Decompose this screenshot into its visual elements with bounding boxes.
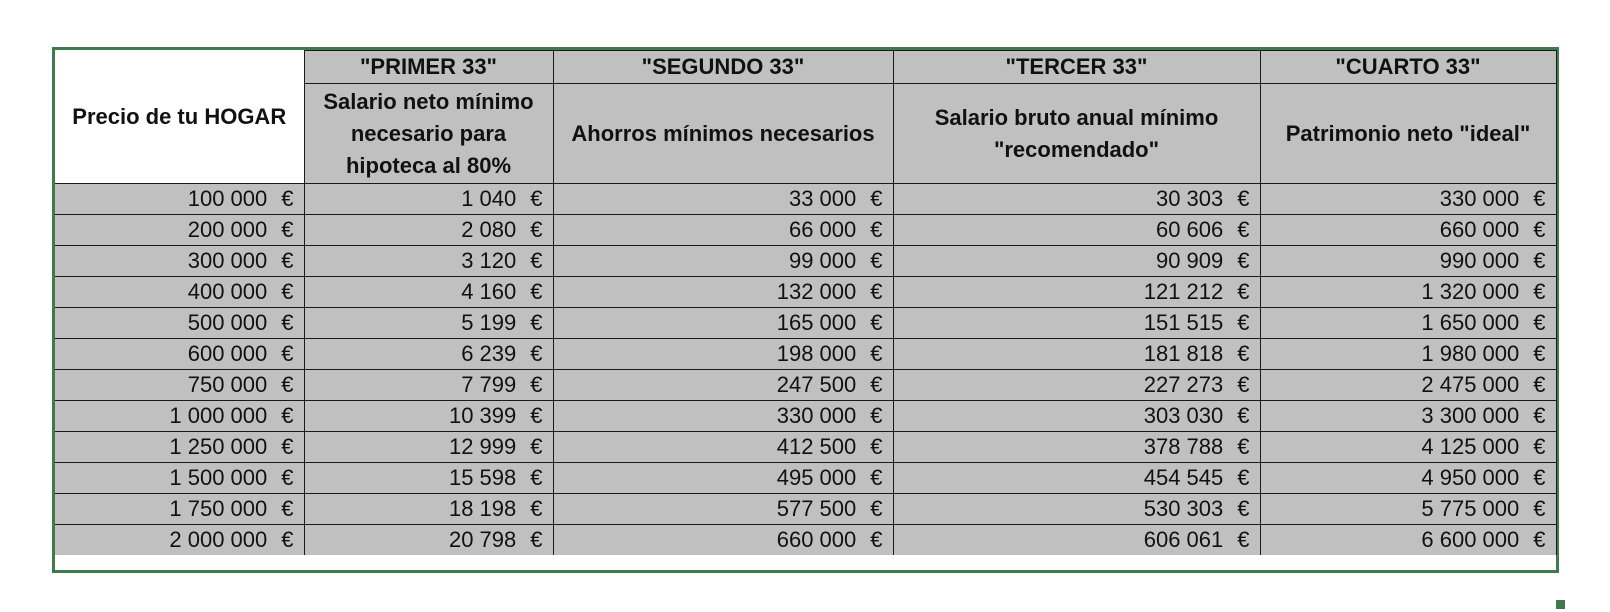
column-header-savings: Ahorros mínimos necesarios — [553, 84, 893, 184]
currency-symbol: € — [1533, 496, 1546, 521]
net-salary-cell[interactable] — [304, 277, 553, 308]
cell-value: 1 980 000 — [1421, 341, 1520, 366]
gross-salary-cell[interactable] — [893, 370, 1260, 401]
cell-value: 1 250 000 — [169, 434, 268, 459]
table-row — [55, 463, 1556, 494]
savings-cell[interactable] — [553, 277, 893, 308]
column-header-gross-salary: Salario bruto anual mínimo "recomendado" — [893, 84, 1260, 184]
currency-symbol: € — [530, 403, 543, 428]
net-worth-cell[interactable] — [1260, 277, 1556, 308]
cell-value: 20 798 — [448, 527, 517, 552]
cell-value: 15 598 — [448, 465, 517, 490]
cell-value: 30 303 — [1155, 186, 1224, 211]
cell-value: 6 600 000 — [1421, 527, 1520, 552]
home-price-cell[interactable] — [55, 339, 304, 370]
gross-salary-cell[interactable] — [893, 246, 1260, 277]
home-price-cell[interactable] — [55, 370, 304, 401]
cell-value: 4 160 — [461, 279, 517, 304]
currency-symbol: € — [1237, 434, 1250, 459]
cell-value: 1 650 000 — [1421, 310, 1520, 335]
table-row — [55, 184, 1556, 215]
cell-value: 18 198 — [448, 496, 517, 521]
net-salary-cell[interactable] — [304, 215, 553, 246]
currency-symbol: € — [1237, 465, 1250, 490]
currency-symbol: € — [1533, 372, 1546, 397]
currency-symbol: € — [281, 248, 294, 273]
cell-value: 100 000 — [187, 186, 268, 211]
net-salary-cell[interactable] — [304, 525, 553, 556]
currency-symbol: € — [530, 186, 543, 211]
home-price-cell[interactable] — [55, 277, 304, 308]
currency-symbol: € — [530, 248, 543, 273]
net-worth-cell[interactable] — [1260, 432, 1556, 463]
cell-value: 990 000 — [1439, 248, 1520, 273]
cell-value: 90 909 — [1155, 248, 1224, 273]
currency-symbol: € — [1533, 465, 1546, 490]
net-worth-cell[interactable] — [1260, 308, 1556, 339]
currency-symbol: € — [1237, 186, 1250, 211]
home-price-cell[interactable] — [55, 184, 304, 215]
housing-affordability-table — [55, 50, 1557, 555]
currency-symbol: € — [870, 527, 883, 552]
gross-salary-cell[interactable] — [893, 401, 1260, 432]
cell-value: 6 239 — [461, 341, 517, 366]
table-row — [55, 401, 1556, 432]
currency-symbol: € — [281, 186, 294, 211]
currency-symbol: € — [530, 341, 543, 366]
net-worth-cell[interactable] — [1260, 525, 1556, 556]
spreadsheet-selection[interactable] — [52, 47, 1559, 573]
group-header-segundo: "SEGUNDO 33" — [553, 51, 893, 84]
table-row — [55, 215, 1556, 246]
currency-symbol: € — [1533, 310, 1546, 335]
cell-value: 5 775 000 — [1421, 496, 1520, 521]
savings-cell[interactable] — [553, 339, 893, 370]
cell-value: 7 799 — [461, 372, 517, 397]
net-salary-cell[interactable] — [304, 463, 553, 494]
cell-value: 330 000 — [1439, 186, 1520, 211]
cell-value: 12 999 — [448, 434, 517, 459]
currency-symbol: € — [870, 279, 883, 304]
cell-value: 4 125 000 — [1421, 434, 1520, 459]
savings-cell[interactable] — [553, 308, 893, 339]
currency-symbol: € — [1533, 217, 1546, 242]
currency-symbol: € — [1237, 496, 1250, 521]
cell-value: 2 475 000 — [1421, 372, 1520, 397]
currency-symbol: € — [870, 496, 883, 521]
cell-value: 577 500 — [776, 496, 857, 521]
home-price-header — [55, 51, 304, 184]
cell-value: 495 000 — [776, 465, 857, 490]
net-worth-cell[interactable] — [1260, 215, 1556, 246]
cell-value: 330 000 — [776, 403, 857, 428]
net-salary-cell[interactable] — [304, 246, 553, 277]
group-header-tercer: "TERCER 33" — [893, 51, 1260, 84]
currency-symbol: € — [870, 434, 883, 459]
home-price-cell[interactable] — [55, 432, 304, 463]
net-worth-cell[interactable] — [1260, 370, 1556, 401]
currency-symbol: € — [281, 465, 294, 490]
currency-symbol: € — [530, 496, 543, 521]
currency-symbol: € — [281, 217, 294, 242]
home-price-cell[interactable] — [55, 308, 304, 339]
currency-symbol: € — [1237, 217, 1250, 242]
cell-value: 200 000 — [187, 217, 268, 242]
savings-cell[interactable] — [553, 370, 893, 401]
currency-symbol: € — [1533, 527, 1546, 552]
savings-cell[interactable] — [553, 184, 893, 215]
home-price-cell[interactable] — [55, 246, 304, 277]
net-worth-cell[interactable] — [1260, 463, 1556, 494]
currency-symbol: € — [1533, 403, 1546, 428]
cell-value: 600 000 — [187, 341, 268, 366]
currency-symbol: € — [530, 465, 543, 490]
currency-symbol: € — [1237, 341, 1250, 366]
home-price-cell[interactable] — [55, 401, 304, 432]
table-row — [55, 370, 1556, 401]
cell-value: 132 000 — [776, 279, 857, 304]
fill-handle[interactable] — [1556, 600, 1565, 609]
home-price-header-text: Precio de tu HOGAR — [72, 103, 287, 129]
column-header-net-salary: Salario neto mínimo necesario para hipoteca al 80% — [304, 84, 553, 184]
currency-symbol: € — [1237, 248, 1250, 273]
currency-symbol: € — [870, 310, 883, 335]
home-price-cell[interactable] — [55, 525, 304, 556]
table-body — [55, 184, 1556, 556]
cell-value: 500 000 — [187, 310, 268, 335]
currency-symbol: € — [1237, 403, 1250, 428]
table-row — [55, 246, 1556, 277]
cell-value: 660 000 — [776, 527, 857, 552]
cell-value: 60 606 — [1155, 217, 1224, 242]
cell-value: 1 320 000 — [1421, 279, 1520, 304]
currency-symbol: € — [1237, 527, 1250, 552]
net-salary-cell[interactable] — [304, 339, 553, 370]
currency-symbol: € — [530, 372, 543, 397]
cell-value: 412 500 — [776, 434, 857, 459]
currency-symbol: € — [870, 403, 883, 428]
currency-symbol: € — [281, 403, 294, 428]
currency-symbol: € — [870, 186, 883, 211]
currency-symbol: € — [870, 248, 883, 273]
cell-value: 151 515 — [1143, 310, 1224, 335]
table-row — [55, 339, 1556, 370]
table-row — [55, 432, 1556, 463]
column-header-net-worth: Patrimonio neto "ideal" — [1260, 84, 1556, 184]
table-row — [55, 277, 1556, 308]
home-price-cell[interactable] — [55, 463, 304, 494]
cell-value: 530 303 — [1143, 496, 1224, 521]
currency-symbol: € — [1237, 310, 1250, 335]
cell-value: 303 030 — [1143, 403, 1224, 428]
cell-value: 378 788 — [1143, 434, 1224, 459]
cell-value: 1 750 000 — [169, 496, 268, 521]
cell-value: 750 000 — [187, 372, 268, 397]
currency-symbol: € — [281, 341, 294, 366]
cell-value: 181 818 — [1143, 341, 1224, 366]
savings-cell[interactable] — [553, 525, 893, 556]
currency-symbol: € — [281, 310, 294, 335]
savings-cell[interactable] — [553, 432, 893, 463]
gross-salary-cell[interactable] — [893, 432, 1260, 463]
gross-salary-cell[interactable] — [893, 525, 1260, 556]
savings-cell[interactable] — [553, 246, 893, 277]
savings-cell[interactable] — [553, 215, 893, 246]
net-worth-cell[interactable] — [1260, 401, 1556, 432]
savings-cell[interactable] — [553, 463, 893, 494]
currency-symbol: € — [1237, 372, 1250, 397]
net-salary-cell[interactable] — [304, 494, 553, 525]
net-salary-cell[interactable] — [304, 432, 553, 463]
net-salary-cell[interactable] — [304, 184, 553, 215]
table-row — [55, 308, 1556, 339]
currency-symbol: € — [530, 434, 543, 459]
net-worth-cell[interactable] — [1260, 339, 1556, 370]
cell-value: 2 000 000 — [169, 527, 268, 552]
cell-value: 66 000 — [788, 217, 857, 242]
cell-value: 227 273 — [1143, 372, 1224, 397]
cell-value: 247 500 — [776, 372, 857, 397]
currency-symbol: € — [530, 527, 543, 552]
currency-symbol: € — [1533, 434, 1546, 459]
cell-value: 1 040 — [461, 186, 517, 211]
currency-symbol: € — [1533, 248, 1546, 273]
group-header-primer: "PRIMER 33" — [304, 51, 553, 84]
home-price-cell[interactable] — [55, 215, 304, 246]
gross-salary-cell[interactable] — [893, 184, 1260, 215]
cell-value: 400 000 — [187, 279, 268, 304]
currency-symbol: € — [870, 341, 883, 366]
net-worth-cell[interactable] — [1260, 494, 1556, 525]
cell-value: 99 000 — [788, 248, 857, 273]
home-price-cell[interactable] — [55, 494, 304, 525]
cell-value: 300 000 — [187, 248, 268, 273]
currency-symbol: € — [281, 434, 294, 459]
cell-value: 454 545 — [1143, 465, 1224, 490]
net-worth-cell[interactable] — [1260, 246, 1556, 277]
currency-symbol: € — [1237, 279, 1250, 304]
cell-value: 2 080 — [461, 217, 517, 242]
net-salary-cell[interactable] — [304, 308, 553, 339]
currency-symbol: € — [1533, 279, 1546, 304]
currency-symbol: € — [870, 372, 883, 397]
currency-symbol: € — [530, 279, 543, 304]
cell-value: 3 300 000 — [1421, 403, 1520, 428]
gross-salary-cell[interactable] — [893, 308, 1260, 339]
table-row — [55, 494, 1556, 525]
cell-value: 660 000 — [1439, 217, 1520, 242]
gross-salary-cell[interactable] — [893, 215, 1260, 246]
cell-value: 5 199 — [461, 310, 517, 335]
cell-value: 33 000 — [788, 186, 857, 211]
currency-symbol: € — [870, 217, 883, 242]
savings-cell[interactable] — [553, 494, 893, 525]
cell-value: 606 061 — [1143, 527, 1224, 552]
currency-symbol: € — [1533, 341, 1546, 366]
cell-value: 10 399 — [448, 403, 517, 428]
net-salary-cell[interactable] — [304, 370, 553, 401]
currency-symbol: € — [530, 217, 543, 242]
currency-symbol: € — [281, 496, 294, 521]
currency-symbol: € — [530, 310, 543, 335]
cell-value: 198 000 — [776, 341, 857, 366]
currency-symbol: € — [1533, 186, 1546, 211]
currency-symbol: € — [281, 372, 294, 397]
group-header-cuarto: "CUARTO 33" — [1260, 51, 1556, 84]
gross-salary-cell[interactable] — [893, 463, 1260, 494]
gross-salary-cell[interactable] — [893, 494, 1260, 525]
currency-symbol: € — [870, 465, 883, 490]
cell-value: 165 000 — [776, 310, 857, 335]
gross-salary-cell[interactable] — [893, 277, 1260, 308]
cell-value: 1 000 000 — [169, 403, 268, 428]
table-row — [55, 525, 1556, 556]
net-salary-cell[interactable] — [304, 401, 553, 432]
gross-salary-cell[interactable] — [893, 339, 1260, 370]
cell-value: 3 120 — [461, 248, 517, 273]
cell-value: 121 212 — [1143, 279, 1224, 304]
currency-symbol: € — [281, 279, 294, 304]
cell-value: 1 500 000 — [169, 465, 268, 490]
net-worth-cell[interactable] — [1260, 184, 1556, 215]
savings-cell[interactable] — [553, 401, 893, 432]
cell-value: 4 950 000 — [1421, 465, 1520, 490]
currency-symbol: € — [281, 527, 294, 552]
